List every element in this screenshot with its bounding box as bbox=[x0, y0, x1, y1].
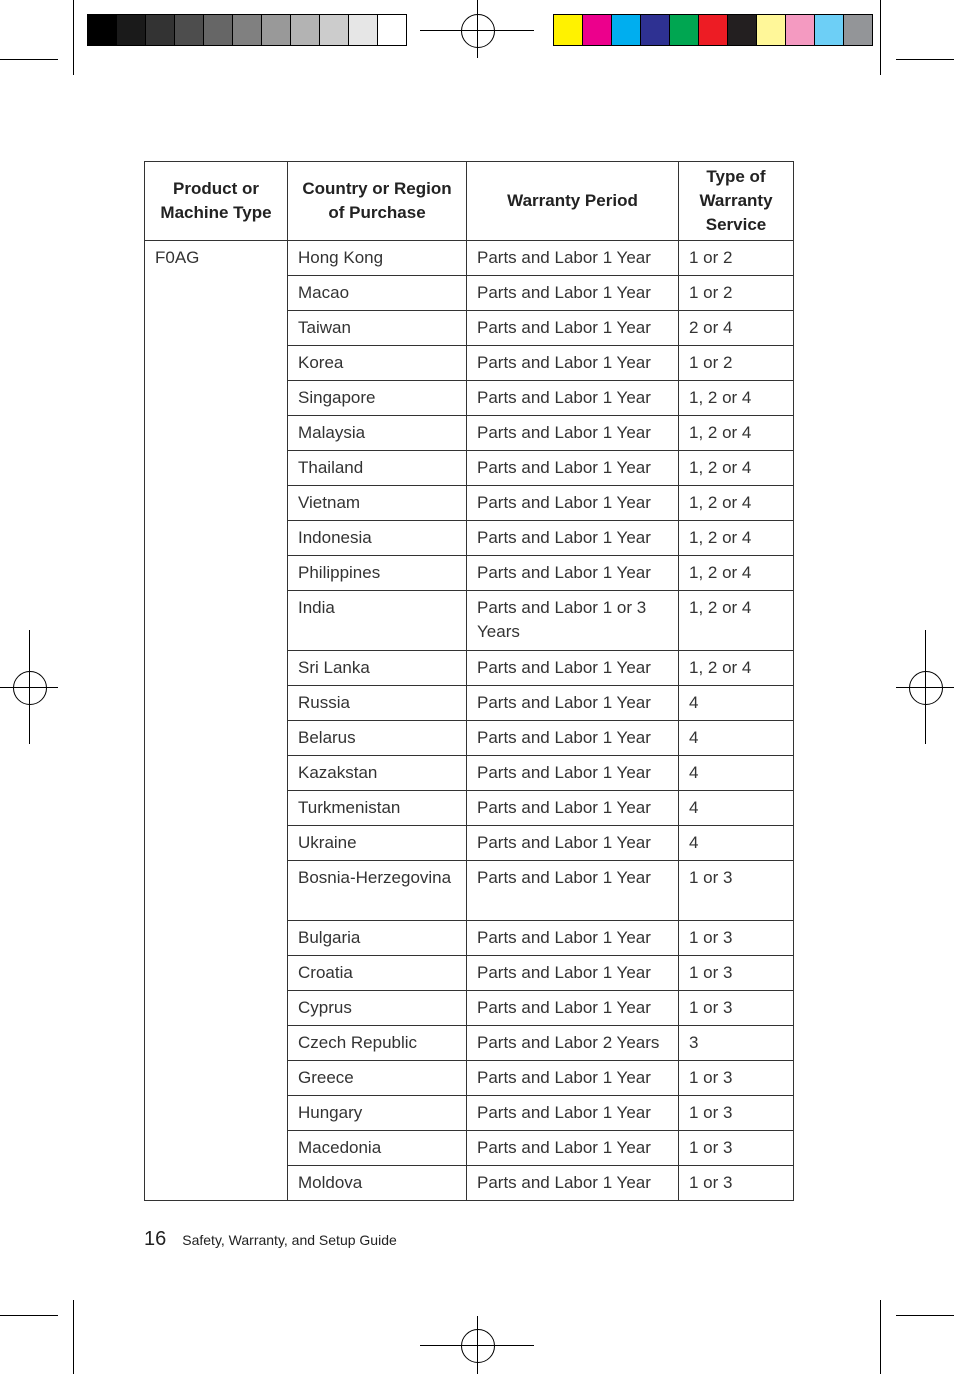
period-cell: Parts and Labor 1 Year bbox=[467, 686, 679, 721]
country-cell: Moldova bbox=[288, 1166, 467, 1201]
country-cell: Belarus bbox=[288, 721, 467, 756]
color-swatch bbox=[378, 15, 406, 45]
color-swatch bbox=[175, 15, 204, 45]
service-cell: 1, 2 or 4 bbox=[679, 591, 794, 651]
warranty-table bbox=[144, 161, 794, 1201]
period-cell: Parts and Labor 1 Year bbox=[467, 756, 679, 791]
service-cell: 4 bbox=[679, 756, 794, 791]
service-cell: 1, 2 or 4 bbox=[679, 451, 794, 486]
color-swatch bbox=[88, 15, 117, 45]
country-cell: Ukraine bbox=[288, 826, 467, 861]
period-cell: Parts and Labor 1 Year bbox=[467, 956, 679, 991]
country-cell: Czech Republic bbox=[288, 1026, 467, 1061]
header-country: Country or Region of Purchase bbox=[288, 162, 467, 241]
color-swatch bbox=[699, 15, 728, 45]
service-cell: 1 or 3 bbox=[679, 1131, 794, 1166]
period-cell: Parts and Labor 1 Year bbox=[467, 861, 679, 921]
header-period: Warranty Period bbox=[467, 162, 679, 241]
country-cell: Bulgaria bbox=[288, 921, 467, 956]
country-cell: Hungary bbox=[288, 1096, 467, 1131]
period-cell: Parts and Labor 1 Year bbox=[467, 1131, 679, 1166]
table-header-row bbox=[145, 162, 794, 241]
product-cell: F0AG bbox=[145, 241, 288, 1201]
country-cell: Sri Lanka bbox=[288, 651, 467, 686]
color-swatch bbox=[786, 15, 815, 45]
period-cell: Parts and Labor 1 Year bbox=[467, 721, 679, 756]
period-cell: Parts and Labor 1 Year bbox=[467, 991, 679, 1026]
service-cell: 1, 2 or 4 bbox=[679, 651, 794, 686]
table-body bbox=[145, 241, 794, 1201]
service-cell: 1 or 2 bbox=[679, 276, 794, 311]
service-cell: 1 or 3 bbox=[679, 1166, 794, 1201]
color-swatch bbox=[612, 15, 641, 45]
period-cell: Parts and Labor 1 or 3 Years bbox=[467, 591, 679, 651]
header-product: Product or Machine Type bbox=[145, 162, 288, 241]
color-swatch bbox=[670, 15, 699, 45]
guide-title: Safety, Warranty, and Setup Guide bbox=[182, 1232, 397, 1248]
grayscale-bar bbox=[87, 14, 407, 46]
color-swatch bbox=[757, 15, 786, 45]
header-service: Type of Warranty Service bbox=[679, 162, 794, 241]
country-cell: Singapore bbox=[288, 381, 467, 416]
color-swatch bbox=[320, 15, 349, 45]
period-cell: Parts and Labor 1 Year bbox=[467, 416, 679, 451]
color-swatch bbox=[146, 15, 175, 45]
period-cell: Parts and Labor 2 Years bbox=[467, 1026, 679, 1061]
color-swatch bbox=[233, 15, 262, 45]
period-cell: Parts and Labor 1 Year bbox=[467, 521, 679, 556]
service-cell: 1, 2 or 4 bbox=[679, 486, 794, 521]
service-cell: 4 bbox=[679, 686, 794, 721]
service-cell: 1 or 3 bbox=[679, 921, 794, 956]
service-cell: 1 or 3 bbox=[679, 1061, 794, 1096]
service-cell: 1 or 2 bbox=[679, 346, 794, 381]
service-cell: 3 bbox=[679, 1026, 794, 1061]
service-cell: 1, 2 or 4 bbox=[679, 416, 794, 451]
color-swatch bbox=[583, 15, 612, 45]
period-cell: Parts and Labor 1 Year bbox=[467, 921, 679, 956]
period-cell: Parts and Labor 1 Year bbox=[467, 1061, 679, 1096]
service-cell: 1 or 2 bbox=[679, 241, 794, 276]
period-cell: Parts and Labor 1 Year bbox=[467, 1166, 679, 1201]
service-cell: 1 or 3 bbox=[679, 861, 794, 921]
country-cell: Thailand bbox=[288, 451, 467, 486]
country-cell: Taiwan bbox=[288, 311, 467, 346]
table-row bbox=[145, 241, 794, 276]
period-cell: Parts and Labor 1 Year bbox=[467, 486, 679, 521]
service-cell: 4 bbox=[679, 721, 794, 756]
color-swatch bbox=[554, 15, 583, 45]
period-cell: Parts and Labor 1 Year bbox=[467, 791, 679, 826]
country-cell: Malaysia bbox=[288, 416, 467, 451]
country-cell: Korea bbox=[288, 346, 467, 381]
country-cell: Hong Kong bbox=[288, 241, 467, 276]
period-cell: Parts and Labor 1 Year bbox=[467, 651, 679, 686]
country-cell: Indonesia bbox=[288, 521, 467, 556]
country-cell: Macedonia bbox=[288, 1131, 467, 1166]
period-cell: Parts and Labor 1 Year bbox=[467, 381, 679, 416]
color-swatch bbox=[262, 15, 291, 45]
country-cell: Macao bbox=[288, 276, 467, 311]
color-swatch bbox=[204, 15, 233, 45]
color-swatch bbox=[844, 15, 872, 45]
country-cell: Bosnia-Herzegovina bbox=[288, 861, 467, 921]
service-cell: 1, 2 or 4 bbox=[679, 521, 794, 556]
country-cell: Cyprus bbox=[288, 991, 467, 1026]
period-cell: Parts and Labor 1 Year bbox=[467, 311, 679, 346]
period-cell: Parts and Labor 1 Year bbox=[467, 826, 679, 861]
country-cell: Vietnam bbox=[288, 486, 467, 521]
color-swatch bbox=[349, 15, 378, 45]
country-cell: Croatia bbox=[288, 956, 467, 991]
period-cell: Parts and Labor 1 Year bbox=[467, 241, 679, 276]
country-cell: Greece bbox=[288, 1061, 467, 1096]
service-cell: 1 or 3 bbox=[679, 956, 794, 991]
country-cell: India bbox=[288, 591, 467, 651]
period-cell: Parts and Labor 1 Year bbox=[467, 346, 679, 381]
color-swatch bbox=[815, 15, 844, 45]
country-cell: Russia bbox=[288, 686, 467, 721]
service-cell: 4 bbox=[679, 791, 794, 826]
page-number: 16 bbox=[144, 1228, 167, 1250]
color-swatch bbox=[117, 15, 146, 45]
country-cell: Kazakstan bbox=[288, 756, 467, 791]
country-cell: Turkmenistan bbox=[288, 791, 467, 826]
period-cell: Parts and Labor 1 Year bbox=[467, 451, 679, 486]
service-cell: 1 or 3 bbox=[679, 1096, 794, 1131]
period-cell: Parts and Labor 1 Year bbox=[467, 276, 679, 311]
page-footer bbox=[144, 1228, 397, 1251]
color-swatch bbox=[641, 15, 670, 45]
service-cell: 1, 2 or 4 bbox=[679, 381, 794, 416]
color-swatch bbox=[291, 15, 320, 45]
service-cell: 4 bbox=[679, 826, 794, 861]
service-cell: 1, 2 or 4 bbox=[679, 556, 794, 591]
country-cell: Philippines bbox=[288, 556, 467, 591]
service-cell: 1 or 3 bbox=[679, 991, 794, 1026]
period-cell: Parts and Labor 1 Year bbox=[467, 1096, 679, 1131]
color-bar bbox=[553, 14, 873, 46]
color-swatch bbox=[728, 15, 757, 45]
service-cell: 2 or 4 bbox=[679, 311, 794, 346]
period-cell: Parts and Labor 1 Year bbox=[467, 556, 679, 591]
